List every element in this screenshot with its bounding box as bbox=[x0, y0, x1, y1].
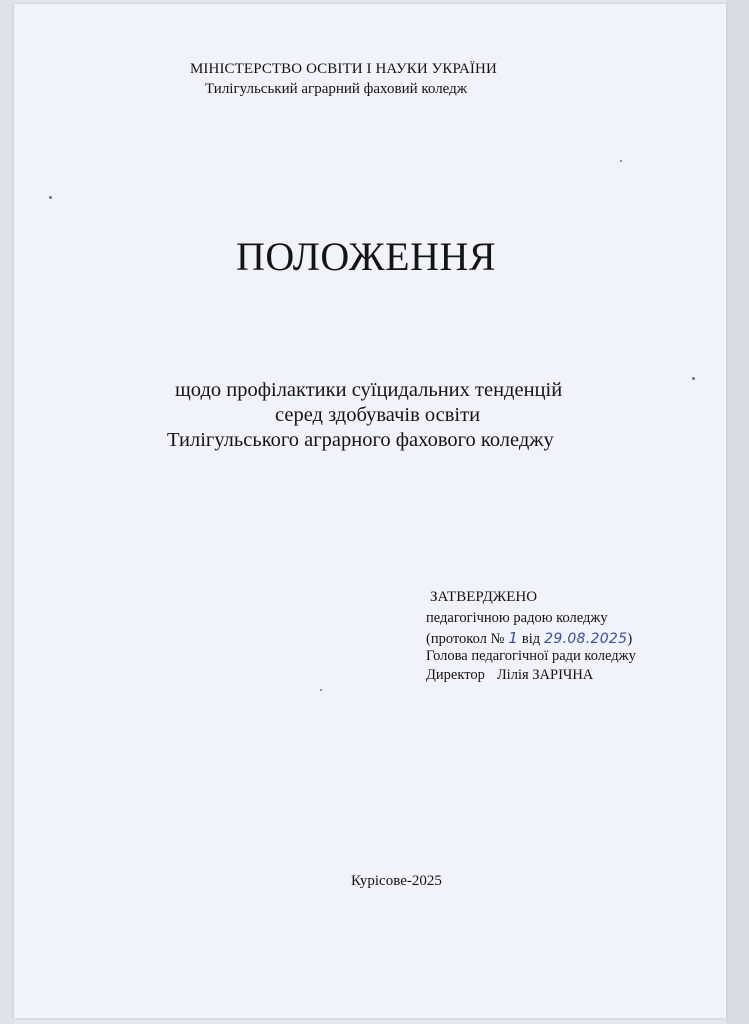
document-title: ПОЛОЖЕННЯ bbox=[236, 234, 497, 279]
director-label: Директор bbox=[426, 667, 485, 683]
document-page bbox=[14, 4, 726, 1018]
subtitle-line-2: серед здобувачів освіти bbox=[275, 404, 481, 426]
protocol-from: від bbox=[521, 631, 541, 647]
place-and-year: Курісове-2025 bbox=[351, 873, 442, 889]
scan-speck bbox=[692, 377, 695, 380]
protocol-prefix: (протокол № bbox=[426, 631, 505, 647]
scan-speck bbox=[620, 160, 622, 162]
ministry-name: МІНІСТЕРСТВО ОСВІТИ І НАУКИ УКРАЇНИ bbox=[190, 61, 497, 77]
protocol-line bbox=[426, 629, 632, 648]
college-name: Тилігульський аграрний фаховий коледж bbox=[205, 81, 468, 97]
approved-heading: ЗАТВЕРДЖЕНО bbox=[430, 589, 538, 605]
protocol-number-handwritten: 1 bbox=[508, 629, 518, 647]
approved-by-council: педагогічною радою коледжу bbox=[426, 610, 608, 626]
scan-right-edge bbox=[726, 0, 749, 1024]
director-name: Лілія ЗАРІЧНА bbox=[496, 667, 594, 683]
scan-speck bbox=[320, 689, 322, 691]
protocol-suffix: ) bbox=[627, 631, 633, 647]
head-of-council: Голова педагогічної ради коледжу bbox=[426, 648, 636, 664]
protocol-date-handwritten: 29.08.2025 bbox=[544, 631, 628, 647]
scan-left-edge bbox=[0, 0, 14, 1024]
subtitle-line-1: щодо профілактики суїцидальних тенденцій bbox=[175, 379, 563, 401]
director-line bbox=[426, 667, 593, 684]
subtitle-line-3: Тилігульського аграрного фахового коледжу bbox=[167, 429, 554, 451]
scan-speck bbox=[49, 196, 52, 199]
